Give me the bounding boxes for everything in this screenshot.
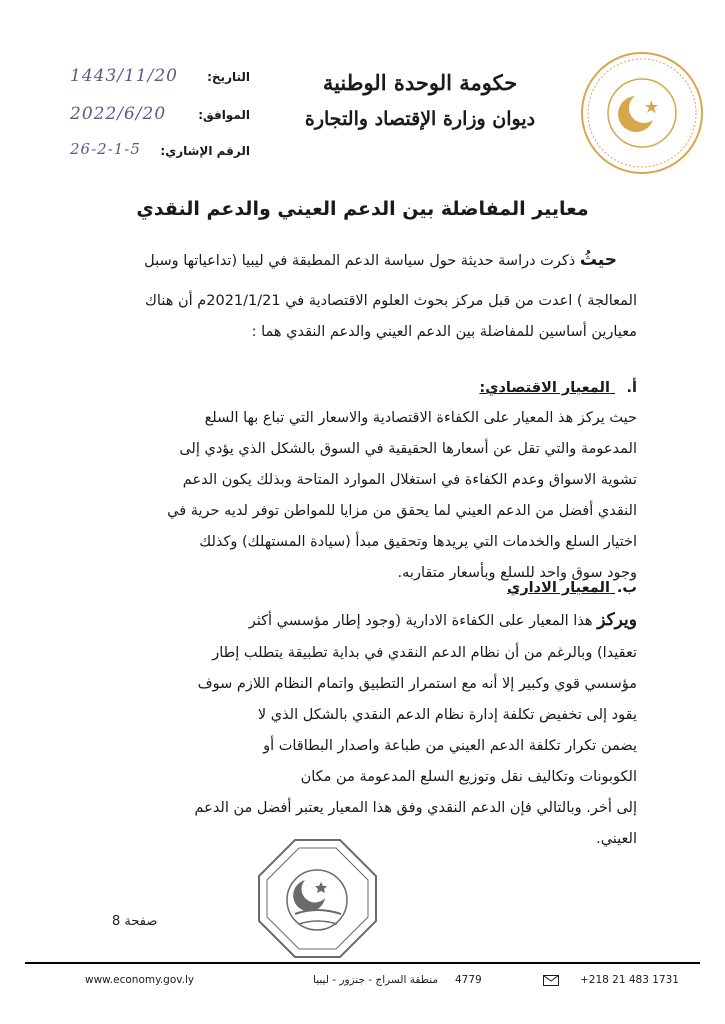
reference-row — [70, 140, 250, 168]
intro-line-2: المعالجة ) اعدت من قبل مركز بحوث العلوم الاقتصادية في 2021/1/21م أن هناك — [144, 293, 637, 309]
section-a-line: اختيار السلع والخدمات التي يريدها وتحقيق مبدأ (سيادة المستهلك) وكذلك — [199, 534, 637, 550]
section-b-line: يقود إلى تخفيض تكلفة إدارة نظام الدعم النقدي بالشكل الذي لا — [257, 707, 637, 723]
date-row — [70, 66, 250, 94]
section-b-lead-word: ويركز — [597, 610, 637, 630]
official-stamp-icon — [255, 836, 380, 961]
reference-number-handwritten: 26-2-1-5 — [70, 140, 141, 158]
section-a-heading: المعيار الاقتصادي: — [479, 380, 610, 396]
section-a-line: حيث يركز هذ المعيار على الكفاءة الاقتصادية والاسعار التي تباع بها السلع — [204, 410, 637, 426]
section-b-line: تعقيدا) وبالرغم من أن نظام الدعم النقدي في بداية تطبيقة يتطلب إطار — [212, 645, 637, 661]
section-a-line: تشوية الاسواق وعدم الكفاءة في استغلال الموارد المتاحة وبذلك يكون الدعم — [182, 472, 637, 488]
intro-line-1: حيثُ ذكرت دراسة حديثة حول سياسة الدعم المطبقة في ليبيا (تداعياتها وسبل — [144, 250, 617, 270]
section-a-marker: أ. — [626, 380, 637, 396]
gregorian-row — [70, 104, 250, 132]
section-a-line: وجود سوق واحد للسلع وبأسعار متقاربه. — [397, 565, 637, 581]
hijri-date-handwritten: 1443/11/20 — [70, 66, 178, 86]
gregorian-label: الموافق: — [198, 108, 250, 122]
government-name: حكومة الوحدة الوطنية — [322, 70, 518, 95]
mail-icon — [543, 975, 559, 986]
reference-label: الرقم الإشاري: — [160, 144, 250, 158]
website-link[interactable]: www.economy.gov.ly — [85, 974, 195, 986]
section-b-heading: المعيار الاداري — [507, 580, 610, 596]
intro-lead-word: حيثُ — [579, 250, 617, 270]
section-b-heading-row — [77, 573, 637, 603]
document-title: معايير المفاضلة بين الدعم العيني والدعم النقدي — [136, 198, 589, 220]
section-administrative — [77, 573, 637, 855]
section-b-line: الكوبونات وتكاليف نقل وتوزيع السلع المدعومة من مكان — [300, 769, 637, 785]
section-a-line: النقدي أفضل من الدعم العيني لما يحقق من مزايا للمواطن توفر لديه حرية في — [167, 503, 637, 519]
date-label: التاريخ: — [207, 70, 250, 84]
ministry-name: ديوان وزارة الإقتصاد والتجارة — [304, 108, 536, 130]
section-b-marker: ب. — [616, 580, 637, 596]
po-box-number: 4779 — [455, 974, 482, 986]
footer — [25, 972, 700, 992]
section-a-line: المدعومة والتي تقل عن أسعارها الحقيقية في السوق بالشكل الذي يؤدي إلى — [179, 441, 637, 457]
letterhead — [300, 66, 540, 136]
phone-number: +218 21 483 1731 — [580, 974, 679, 986]
intro-paragraph — [77, 245, 637, 348]
section-b-line: إلى أخر. وبالتالي فإن الدعم النقدي وفق هذا المعيار يعتبر أفضل من الدعم — [194, 800, 637, 816]
page-number: صفحة 8 — [112, 914, 158, 929]
section-b-line: العيني. — [596, 831, 637, 847]
ministry-seal-icon — [577, 48, 707, 178]
footer-divider — [25, 962, 700, 964]
address-text: منطقة السراج - جنزور - ليبيا — [313, 974, 439, 986]
section-b-line: ويركز هذا المعيار على الكفاءة الادارية (وجود إطار مؤسسي أكثر — [248, 610, 637, 630]
intro-line-3: معيارين أساسين للمفاضلة بين الدعم العيني والدعم النقدي هما : — [251, 324, 637, 340]
section-a-heading-row — [77, 373, 637, 403]
section-b-line: يضمن تكرار تكلفة الدعم العيني من طباعة واصدار البطاقات أو — [263, 738, 637, 754]
section-b-line: مؤسسي قوي وكبير إلا أنه مع استمرار التطبيق واتمام النظام اللازم سوف — [197, 676, 637, 692]
section-economic — [77, 373, 637, 589]
gregorian-date-handwritten: 2022/6/20 — [70, 104, 167, 124]
